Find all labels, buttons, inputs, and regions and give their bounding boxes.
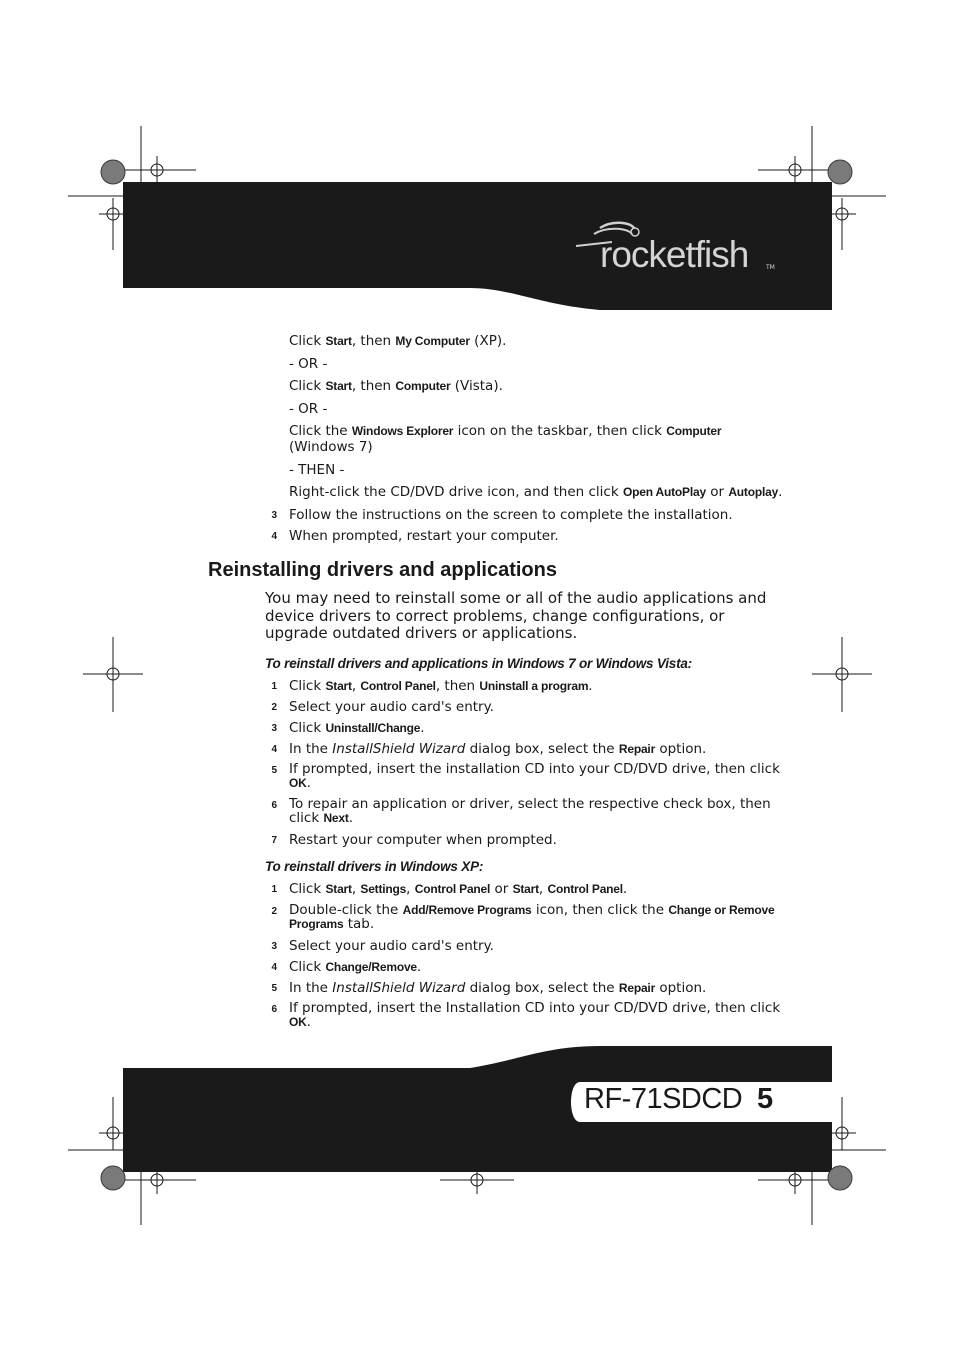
brand-logo	[572, 220, 792, 290]
list-item: If prompted, insert the Installation CD into your CD/DVD drive, then click OK.	[289, 1000, 781, 1030]
section-paragraph: You may need to reinstall some or all of the audio applications and device drivers to correct problems, change configurations, or upgrade outdated drivers or applications.	[265, 589, 767, 642]
my-computer-term: My Computer	[395, 334, 470, 348]
step-number: 4	[271, 531, 277, 542]
step-number: 4	[271, 962, 277, 973]
procedure-title: To reinstall drivers in Windows XP:	[265, 859, 484, 874]
step-number: 3	[271, 723, 277, 734]
list-item: Click Uninstall/Change.	[289, 720, 425, 736]
list-item: Click Start, Settings, Control Panel or Start, Control Panel.	[289, 881, 628, 897]
list-item: In the InstallShield Wizard dialog box, select the Repair option.	[289, 980, 707, 996]
step-number: 5	[271, 983, 277, 994]
or-separator: - OR -	[289, 356, 328, 372]
list-item: Click Change/Remove.	[289, 959, 422, 975]
step-number: 2	[271, 702, 277, 713]
step-number: 3	[271, 510, 277, 521]
page-number: 5	[757, 1083, 774, 1115]
section-heading: Reinstalling drivers and applications	[208, 559, 557, 581]
step-number: 2	[271, 906, 277, 917]
autoplay-term: Autoplay	[728, 485, 779, 499]
list-item: Restart your computer when prompted.	[289, 832, 557, 848]
or-separator: - OR -	[289, 401, 328, 417]
logo-wordmark: rocketfish	[600, 234, 749, 275]
intro-line-win7-cont: (Windows 7)	[289, 439, 373, 455]
procedure-title: To reinstall drivers and applications in Windows 7 or Windows Vista:	[265, 656, 692, 671]
step-number: 1	[271, 884, 277, 895]
step-number: 4	[271, 744, 277, 755]
list-item: If prompted, insert the installation CD into your CD/DVD drive, then click OK.	[289, 761, 780, 791]
step-number: 6	[271, 1004, 277, 1015]
start-term: Start	[325, 379, 352, 393]
step-number: 6	[271, 800, 277, 811]
computer-term: Computer	[395, 379, 451, 393]
header-banner	[0, 0, 954, 320]
computer-term: Computer	[666, 424, 722, 438]
list-item: When prompted, restart your computer.	[289, 528, 559, 544]
step-number: 7	[271, 835, 277, 846]
step-number: 5	[271, 765, 277, 776]
open-autoplay-term: Open AutoPlay	[622, 485, 706, 499]
list-item: To repair an application or driver, select the respective check box, then click Next.	[289, 796, 771, 826]
start-term: Start	[325, 334, 352, 348]
intro-line-win7: Click the Windows Explorer icon on the taskbar, then click Computer	[289, 423, 722, 439]
intro-line-vista: Click Start, then Computer (Vista).	[289, 378, 503, 394]
step-number: 1	[271, 681, 277, 692]
intro-line-autoplay: Right-click the CD/DVD drive icon, and then click Open AutoPlay or Autoplay.	[289, 484, 783, 500]
then-separator: - THEN -	[289, 462, 345, 478]
trademark: TM	[766, 264, 775, 271]
list-item: Follow the instructions on the screen to complete the installation.	[289, 507, 733, 523]
list-item: Select your audio card's entry.	[289, 699, 494, 715]
footer-model: RF-71SDCD	[584, 1083, 743, 1115]
list-item: Click Start, Control Panel, then Uninstall a program.	[289, 678, 593, 694]
windows-explorer-term: Windows Explorer	[351, 424, 454, 438]
list-item: In the InstallShield Wizard dialog box, select the Repair option.	[289, 741, 707, 757]
step-number: 3	[271, 941, 277, 952]
footer-banner	[0, 1040, 954, 1180]
list-item: Select your audio card's entry.	[289, 938, 494, 954]
list-item: Double-click the Add/Remove Programs icon, then click the Change or Remove Programs tab.	[289, 902, 775, 932]
intro-line-xp: Click Start, then My Computer (XP).	[289, 333, 507, 349]
